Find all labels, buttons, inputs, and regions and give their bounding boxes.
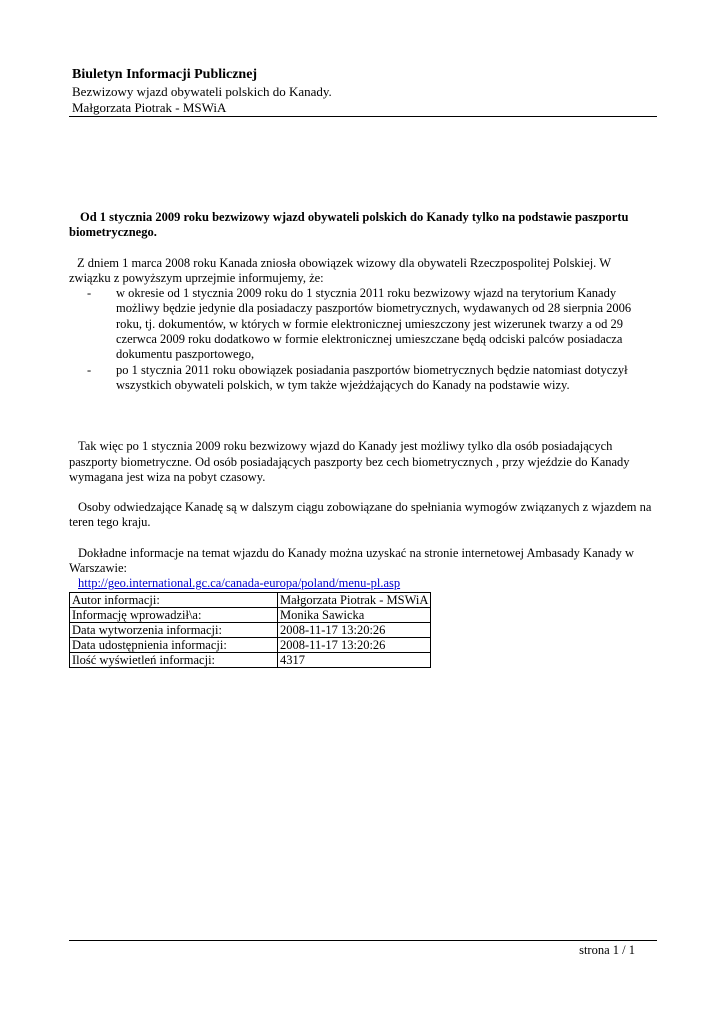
paragraph-biometric: Tak więc po 1 stycznia 2009 roku bezwizowy wjazd do Kanady jest możliwy tylko dla osób posiadających paszporty biometryczne. Od osób posiadających paszporty bez cech biometrycznych , przy wjeździe do Kanady wymagana jest wiza na pobyt czasowy. — [69, 439, 630, 484]
article-headline: Od 1 stycznia 2009 roku bezwizowy wjazd obywateli polskich do Kanady tylko na podstawie paszportu biometrycznego. — [69, 210, 629, 240]
bullet-dash: - — [87, 286, 92, 301]
bullet-dash: - — [87, 362, 92, 377]
bullet-text: po 1 stycznia 2011 roku obowiązek posiadania paszportów biometrycznych będzie natomiast dotyczył wszystkich obywateli polskich, w tym także wjeżdżających do Kanady na podstawie wizy. — [116, 362, 628, 392]
document-header — [72, 66, 657, 116]
metadata-value: Małgorzata Piotrak - MSWiA — [278, 593, 431, 608]
page-number: strona 1 / 1 — [579, 943, 635, 957]
metadata-label: Autor informacji: — [70, 593, 278, 608]
header-divider — [69, 116, 657, 117]
metadata-value: 2008-11-17 13:20:26 — [278, 638, 431, 653]
table-row — [70, 623, 431, 638]
metadata-value: Monika Sawicka — [278, 608, 431, 623]
metadata-label: Ilość wyświetleń informacji: — [70, 653, 278, 668]
site-title: Biuletyn Informacji Publicznej — [72, 67, 258, 82]
bullet-text: w okresie od 1 stycznia 2009 roku do 1 stycznia 2011 roku bezwizowy wjazd na terytorium Kanady możliwy będzie jedynie dla posiadaczy paszportów biometrycznych, wydawanych od 28 sierpnia 2006 roku, tj. dokumentów, w których w formie elektronicznej umieszczony jest wizerunek twarzy a od 29 czerwca 2009 roku dodatkowo w formie elektronicznej umieszczane będą odciski palców posiadacza dokumentu paszportowego, — [116, 286, 632, 362]
footer-divider — [69, 940, 657, 941]
table-row — [70, 653, 431, 668]
metadata-value: 4317 — [278, 653, 431, 668]
document-title: Bezwizowy wjazd obywateli polskich do Kanady. — [72, 84, 332, 99]
table-row — [70, 608, 431, 623]
intro-paragraph: Z dniem 1 marca 2008 roku Kanada zniosła obowiązek wizowy dla obywateli Rzeczpospolitej Polskiej. W związku z powyższym uprzejmie informujemy, że: — [69, 255, 611, 285]
metadata-label: Data wytworzenia informacji: — [70, 623, 278, 638]
author-line: Małgorzata Piotrak - MSWiA — [72, 100, 227, 115]
table-row — [70, 638, 431, 653]
metadata-label: Data udostępnienia informacji: — [70, 638, 278, 653]
metadata-value: 2008-11-17 13:20:26 — [278, 623, 431, 638]
metadata-label: Informację wprowadził\a: — [70, 608, 278, 623]
embassy-link[interactable]: http://geo.international.gc.ca/canada-europa/poland/menu-pl.asp — [78, 576, 401, 591]
table-row — [70, 593, 431, 608]
paragraph-requirements: Osoby odwiedzające Kanadę są w dalszym ciągu zobowiązane do spełniania wymogów związanych z wjazdem na teren tego kraju. — [69, 500, 652, 530]
article-body — [69, 210, 655, 592]
metadata-table — [69, 592, 431, 668]
list-item — [69, 286, 655, 362]
list-item — [69, 363, 655, 394]
paragraph-more-info: Dokładne informacje na temat wjazdu do Kanady można uzyskać na stronie internetowej Ambasady Kanady w Warszawie: — [69, 545, 635, 576]
